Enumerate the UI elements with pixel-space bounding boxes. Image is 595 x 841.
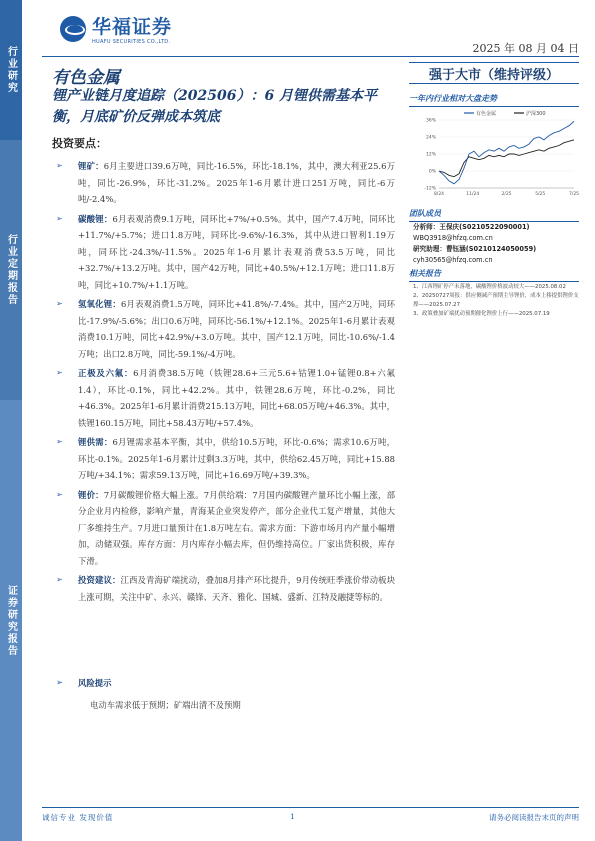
key-point-item [52,296,395,362]
analyst-item [413,222,581,244]
sector-series-line [439,121,574,183]
header-divider [42,56,579,57]
y-tick-label: -12% [424,186,436,192]
sidebar-category-industry-research: 行业研究 [0,0,22,140]
sector-title: 有色金属 [52,68,120,88]
arrow-bullet-icon: ➢ [56,677,64,687]
key-point-label: 锂价： [78,489,104,500]
page-number: 1 [290,812,295,821]
arrow-bullet-icon: ➢ [56,368,63,377]
sidebar [0,0,22,841]
key-point-item [52,211,395,294]
key-point-item [52,365,395,431]
key-point-text: 7月碳酸锂价格大幅上涨。7月供给端：7月国内碳酸锂产量环比小幅上涨，部分企业月内检修，影响产量，青海某企业突发停产，部分企业代工复产增量，其他大厂多维持生产。7月进口量预计在1.8万吨左右。需求方面：下游市场月内产量小幅增加，动储双强。库存方面：月内库存小幅去库，但仍维持高位。厂家出货积极，库存下滑。 [78,489,395,566]
logo-name-en: HUAFU SECURITIES CO.,LTD. [92,39,171,45]
key-point-text: 6月表观消费1.5万吨，同环比+41.8%/-7.4%。其中，国产2万吨，同环比-17.9%/-5.6%；出口0.6万吨，同环比-56.1%/+12.1%。2025年1-6月累计表观消费10.1万吨，同比+42.9%/+3.0万吨。其中，国产12.1万吨，同比-10.6%/-1.4万吨；出口2.8万吨，同比-59.1%/-4万吨。 [78,299,395,359]
key-point-text: 6月主要进口39.6万吨，同比-16.5%，环比-18.1%，其中，澳大利亚25.6万吨，同比-26.9%，环比-31.2%。2025年1-6月累计进口251万吨，同比-6万吨/-2.4%。 [78,161,395,204]
rating-box: 强于大市（维持评级） [409,62,579,84]
key-point-label: 碳酸锂： [78,213,113,224]
arrow-bullet-icon: ➢ [56,575,63,584]
analyst-name: 曹钰涵(S0210124050059) [445,245,537,253]
report-title: 锂产业链月度追踪（202506）：6 月锂供需基本平衡，月底矿价反弹成本筑底 [52,88,378,125]
footer-slogan: 诚信专业 发现价值 [42,813,114,822]
key-point-text: 6月锂需求基本平衡，其中，供给10.5万吨，环比-0.6%；需求10.6万吨，环比-0.1%。2025年1-6月累计过剩3.3万吨，其中，供给62.45万吨，同比+15.88万吨/+34.1%；需求59.13万吨，同比+16.69万吨/+39.3%。 [78,437,396,480]
key-point-item [52,572,395,605]
key-points-heading: 投资要点： [52,137,107,150]
analyst-role: 分析师： [413,223,440,231]
chart-svg [409,108,579,200]
key-point-item [52,487,395,570]
relative-performance-chart [409,108,579,200]
key-point-label: 投资建议： [78,575,121,585]
key-point-item [52,158,395,208]
key-point-text: 江西及青海矿端扰动，叠加8月排产环比提升，9月传统旺季涨价带动板块上涨可期，关注中矿、永兴、赣锋、天齐、雅化、国城、盛新、江特及融捷等标的。 [78,575,395,602]
key-point-label: 氢氧化锂： [78,299,121,309]
x-tick-label: 8/24 [433,192,445,197]
key-point-label: 正极及六氟： [78,368,134,378]
report-date: 2025 年 08 月 04 日 [472,42,579,55]
logo-icon [60,16,86,42]
x-tick-label: 5/25 [535,192,546,197]
risk-heading: 风险提示 [78,678,112,688]
risk-section [52,677,395,711]
key-point-item [52,434,395,484]
analyst-item [413,244,581,266]
analyst-email[interactable]: WBQ3918@hfzq.com.cn [413,234,493,242]
related-reports-title: 相关报告 [409,268,579,282]
y-tick-label: 24% [425,135,436,141]
logo-name-cn: 华福证券 [92,16,173,38]
key-point-text: 6月表观消费9.1万吨，同环比+7%/+0.5%。其中，国产7.4万吨，同环比+11.7%/+5.7%；进口1.8万吨，同环比-9.6%/-16.3%，其中从进口智利1.19万吨，同环比-24.3%/-11.5%。2025年1-6月累计表观消费53.5万吨，同比+32.7%/+13.2万吨。其中，国产42万吨，同比+40.5%/+12.1万吨；进口11.8万吨，同比+10.7%/+1.1万吨。 [78,213,395,290]
y-tick-label: 12% [425,152,436,158]
analyst-list [413,222,581,266]
y-tick-label: 36% [425,118,436,124]
company-logo [60,12,172,45]
arrow-bullet-icon: ➢ [56,299,63,308]
arrow-bullet-icon: ➢ [56,489,63,499]
risk-text: 电动车需求低于预期；矿端出清不及预期 [90,700,241,710]
related-report-item[interactable]: 3、政策叠加矿端扰动预期催化锂价上行——2025.07.19 [413,311,550,318]
chart-title: 一年内行业相对大盘走势 [409,93,579,107]
related-report-item[interactable]: 1、江西锂矿停产未落地，碳酸锂价格波动较大——2025.08.02 [413,284,566,290]
sidebar-category-periodic-report: 行业定期报告 [0,140,22,400]
y-tick-label: 0% [428,169,436,175]
key-point-text: 6月消费38.5万吨（铁锂28.6+三元5.6+钴锂1.0+锰锂0.8+六氟1.4），环比-0.1%，同比+42.2%。其中，铁锂28.6万吨，环比-0.2%，同比+46.3%。2025年1-6月累计消费215.13万吨，同比+68.05万吨/+46.3%。其中，铁锂160.15万吨，同比+58.43万吨/+57.4%。 [78,368,396,428]
x-tick-label: 2/25 [501,192,512,197]
arrow-bullet-icon: ➢ [56,161,63,170]
footer-divider [42,807,579,808]
analyst-name: 王保庆(S0210522090001) [439,223,530,231]
related-report-item[interactable]: 2、20250727周报：供应侧减产预期主导锂价，成本上移提供锂价支撑——2025.07.27 [413,293,579,308]
legend-label: 有色金属 [476,111,497,117]
arrow-bullet-icon: ➢ [56,213,63,223]
analyst-email[interactable]: cyh30565@hfzq.com.cn [413,256,493,264]
legend-label: 沪深300 [526,111,546,117]
key-point-label: 锂矿： [78,161,104,171]
key-points-list [52,158,395,608]
arrow-bullet-icon: ➢ [56,437,63,446]
related-reports-list [413,283,579,320]
analyst-role: 研究助理： [413,245,446,253]
footer-disclaimer: 请务必阅读报告末页的声明 [489,813,579,822]
analyst-section-title: 团队成员 [409,208,579,222]
x-tick-label: 11/24 [466,192,480,197]
key-point-label: 锂供需： [78,437,113,447]
x-tick-label: 7/25 [568,192,579,197]
sidebar-category-securities-research: 证券研究报告 [0,400,22,841]
